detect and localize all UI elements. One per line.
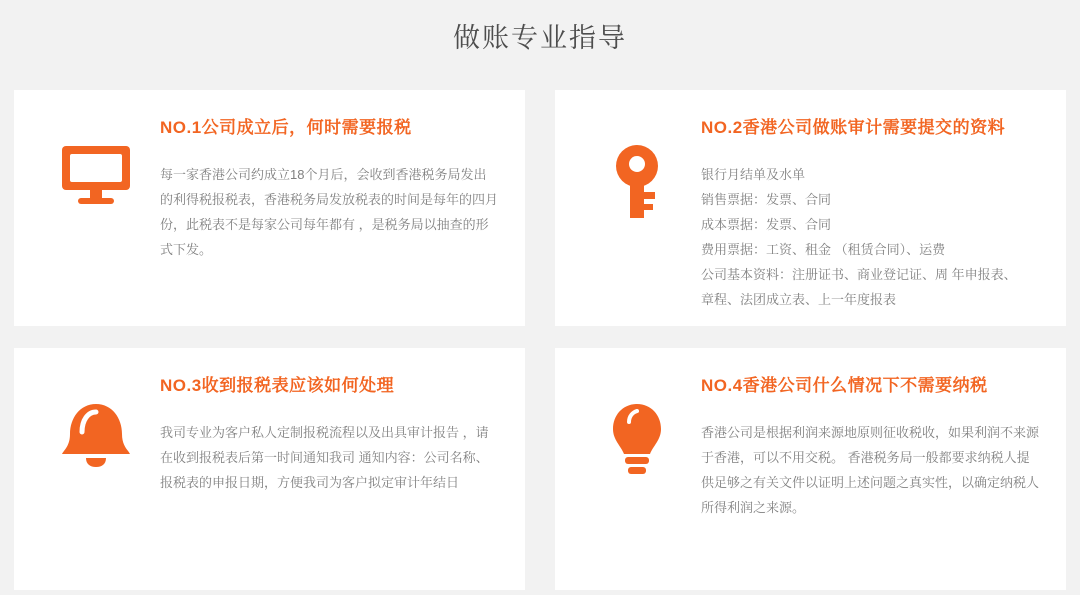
monitor-icon [60, 144, 132, 206]
card-grid [14, 90, 1066, 590]
card-no4-text: 香港公司是根据利润来源地原则征收税收，如果利润不来源于香港，可以不用交税。 香港税务局一般都要求纳税人提供足够之有关文件以证明上述问题之真实性，以确定纳税人所得利润之来源。 [701, 425, 1040, 515]
card-no1-icon-column [32, 116, 160, 300]
card-no1-body [160, 116, 503, 300]
card-no4-icon-column [573, 374, 701, 564]
card-no4-body [701, 374, 1044, 564]
card-no2-line-2: 销售票据：发票、合同 [701, 192, 832, 207]
key-icon [601, 144, 673, 218]
card-no2 [555, 90, 1066, 326]
card-no2-line-5: 公司基本资料：注册证书、商业登记证、周 年申报表、 [701, 267, 1017, 282]
lightbulb-icon [609, 402, 665, 476]
card-no4 [555, 348, 1066, 590]
page-title: 做账专业指导 [453, 23, 627, 53]
card-no3-body [160, 374, 503, 564]
card-no1 [14, 90, 525, 326]
bell-icon [58, 402, 134, 468]
card-no2-line-1: 银行月结单及水单 [701, 167, 806, 182]
card-no1-text: 每一家香港公司约成立18个月后，会收到香港税务局发出的利得税报税表，香港税务局发放税表的时间是每年的四月份，此税表不是每家公司每年都有 ，是税务局以抽查的形式下发。 [160, 167, 499, 257]
card-no2-line-4: 费用票据：工资、租金 （租赁合同）、运费 [701, 242, 946, 257]
card-no3-title: NO.3收到报税表应该如何处理 [160, 376, 395, 395]
card-no2-line-6: 章程、法团成立表、上一年度报表 [701, 292, 897, 307]
card-no2-icon-column [573, 116, 701, 300]
card-no2-title: NO.2香港公司做账审计需要提交的资料 [701, 118, 1006, 137]
card-no4-title: NO.4香港公司什么情况下不需要纳税 [701, 376, 988, 395]
card-no3 [14, 348, 525, 590]
card-no3-text: 我司专业为客户私人定制报税流程以及出具审计报告 ，请在收到报税表后第一时间通知我司 通知内容：公司名称、报税表的申报日期，方便我司为客户拟定审计年结日 [160, 425, 489, 490]
card-no3-icon-column [32, 374, 160, 564]
card-no2-body [701, 116, 1044, 307]
card-no1-title: NO.1公司成立后，何时需要报税 [160, 118, 412, 137]
card-no2-line-3: 成本票据：发票、合同 [701, 217, 832, 232]
